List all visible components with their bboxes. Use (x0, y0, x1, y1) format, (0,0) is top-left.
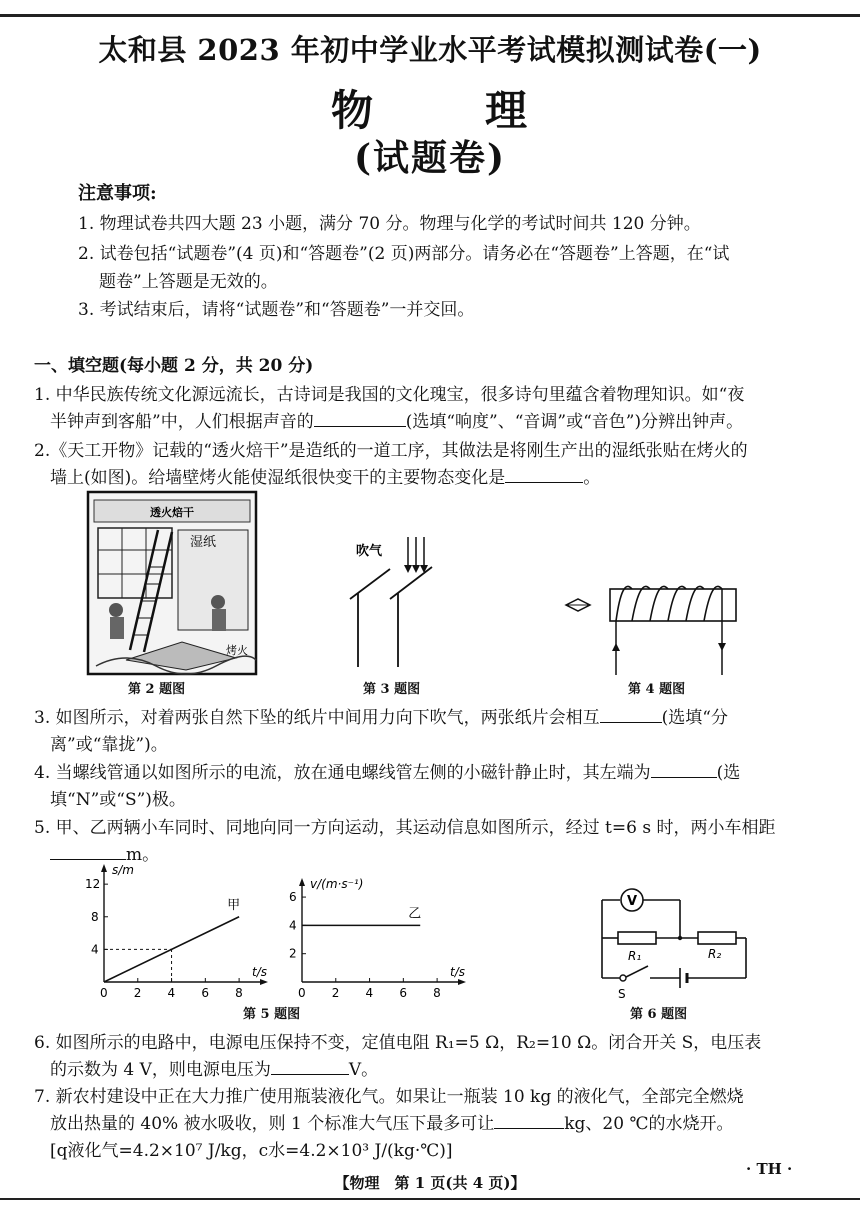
q5-text-after: m。 (126, 845, 160, 865)
x-tick-label: 4 (365, 986, 374, 1000)
section-heading: 一、填空题(每小题 2 分，共 20 分) (34, 356, 314, 376)
x-axis-label: t/s (450, 965, 465, 979)
subject-title (0, 78, 860, 138)
resistor-r1-icon (618, 932, 656, 944)
q5-line-1: 5. 甲、乙两辆小车同时、同地向同一方向运动，其运动信息如图所示，经过 t=6 s 时，两小车相距 (34, 818, 776, 838)
x-tick-label: 6 (201, 986, 209, 1000)
footer-mark: · TH · (746, 1160, 793, 1178)
fig2-banner-text: 透火焙干 (150, 506, 194, 519)
q7-text: 放出热量的 40% 被水吸收，则 1 个标准大气压下最多可让 (50, 1114, 495, 1134)
q4-line-2: 填“N”或“S”)极。 (50, 790, 186, 810)
q7-line-3: [q液化气=4.2×10⁷ J/kg，c水=4.2×10³ J/(kg·℃)] (50, 1141, 453, 1161)
y-axis-label: s/m (112, 863, 134, 877)
notice-item-2-cont: 题卷”上答题是无效的。 (99, 272, 278, 292)
fig3-blow-label: 吹气 (356, 544, 383, 559)
fig4-caption: 第 4 题图 (628, 682, 686, 697)
fig2-wet-paper-label: 湿纸 (190, 535, 217, 550)
fig6-caption: 第 6 题图 (630, 1007, 688, 1022)
x-axis-label: t/s (252, 965, 267, 979)
q7-text-after: kg、20 ℃的水烧开。 (564, 1114, 734, 1134)
x-tick-label: 0 (100, 986, 108, 1000)
x-tick-label: 8 (235, 986, 243, 1000)
q2-line-2 (50, 464, 600, 492)
fig2-caption: 第 2 题图 (128, 682, 186, 697)
fig5-caption: 第 5 题图 (243, 1007, 301, 1022)
y-axis-arrow-icon (101, 864, 107, 872)
q6-text-after: V。 (348, 1060, 379, 1080)
exam-title: 太和县 2023 年初中学业水平考试模拟测试卷(一) (98, 33, 762, 67)
q2-text: 墙上(如图)。给墙壁烤火能使湿纸很快变干的主要物态变化是 (50, 468, 506, 488)
series-label: 甲 (227, 897, 241, 913)
q1-text: 半钟声到客船”中，人们根据声音的 (50, 412, 314, 432)
q3-line-1 (34, 704, 728, 732)
x-tick-label: 8 (433, 986, 441, 1000)
top-rule (0, 14, 860, 17)
q3-text-after: (选填“分 (661, 708, 728, 728)
q6-line-1: 6. 如图所示的电路中，电源电压保持不变，定值电阻 R₁=5 Ω，R₂=10 Ω。闭合开关 S，电压表 (34, 1033, 762, 1053)
subject-char-1: 物 (330, 86, 375, 135)
fig6-circuit-diagram (590, 882, 752, 1002)
q1-answer-blank[interactable] (314, 408, 406, 427)
x-tick-label: 6 (399, 986, 407, 1000)
q2-text-after: 。 (583, 468, 601, 488)
q5-answer-blank[interactable] (50, 841, 126, 860)
fig6-voltmeter-label: V (627, 894, 638, 909)
q6-text: 的示数为 4 V，则电源电压为 (50, 1060, 271, 1080)
q7-line-1: 7. 新农村建设中正在大力推广使用瓶装液化气。如果让一瓶装 10 kg 的液化气，全部完全燃烧 (34, 1087, 744, 1107)
q1-line-1: 1. 中华民族传统文化源远流长，古诗词是我国的文化瑰宝，很多诗句里蕴含着物理知识。如“夜 (34, 385, 745, 405)
y-tick-label: 4 (91, 942, 99, 957)
fig3-caption: 第 3 题图 (363, 682, 421, 697)
q1-line-2 (50, 408, 743, 436)
notice-item-2: 2. 试卷包括“试题卷”(4 页)和“答题卷”(2 页)两部分。请务必在“答题卷”上答题，在“试 (78, 244, 730, 264)
q7-line-2 (50, 1110, 733, 1138)
x-tick-label: 0 (298, 986, 306, 1000)
fig5-motion-graphs (72, 860, 472, 1000)
y-axis-arrow-icon (299, 878, 305, 886)
x-tick-label: 2 (331, 986, 340, 1000)
q3-line-2: 离”或“靠拢”)。 (50, 735, 168, 755)
fig3-paper-sheets (340, 535, 440, 675)
q1-text-after: (选填“响度”、“音调”或“音色”)分辨出钟声。 (405, 412, 744, 432)
q4-line-1 (34, 759, 740, 787)
q7-answer-blank[interactable] (494, 1110, 564, 1129)
q4-answer-blank[interactable] (651, 759, 717, 778)
x-tick-label: 2 (133, 986, 142, 1000)
fig6-switch-label: S (618, 987, 626, 1001)
q4-text: 4. 当螺线管通以如图所示的电流，放在通电螺线管左侧的小磁针静止时，其左端为 (34, 763, 651, 783)
page-footer: 【物理 第 1 页(共 4 页)】 (334, 1174, 526, 1192)
switch-icon (620, 975, 626, 981)
y-tick-label: 2 (289, 946, 297, 961)
q3-text: 3. 如图所示，对着两张自然下坠的纸片中间用力向下吹气，两张纸片会相互 (34, 708, 600, 728)
paper-subtitle: (试题卷) (353, 137, 507, 179)
notice-item-3: 3. 考试结束后，请将“试题卷”和“答题卷”一并交回。 (78, 300, 475, 320)
x-axis-arrow-icon (260, 979, 268, 985)
resistor-r2-icon (698, 932, 736, 944)
fig5-vt-graph (289, 877, 466, 1000)
series-label: 乙 (408, 906, 422, 922)
q6-line-2 (50, 1056, 378, 1084)
y-tick-label: 4 (289, 918, 297, 933)
y-tick-label: 6 (289, 890, 297, 905)
notice-item-1: 1. 物理试卷共四大题 23 小题，满分 70 分。物理与化学的考试时间共 120 分钟。 (78, 214, 701, 234)
fig4-solenoid-diagram (560, 575, 740, 680)
fig6-r2-label: R₂ (708, 947, 722, 961)
fig6-r1-label: R₁ (628, 949, 642, 963)
y-axis-label: v/(m·s⁻¹) (310, 877, 364, 891)
subject-char-2: 理 (485, 86, 530, 135)
notice-heading: 注意事项: (78, 183, 157, 204)
q4-text-after: (选 (716, 763, 741, 783)
q2-line-1: 2.《天工开物》记载的“透火焙干”是造纸的一道工序，其做法是将刚生产出的湿纸张贴在烤火的 (34, 441, 748, 461)
fig2-fire-label: 烤火 (226, 644, 248, 657)
fig5-st-graph (85, 863, 268, 1000)
x-axis-arrow-icon (458, 979, 466, 985)
y-tick-label: 8 (91, 909, 99, 924)
y-tick-label: 12 (85, 877, 101, 892)
q3-answer-blank[interactable] (600, 704, 662, 723)
x-tick-label: 4 (167, 986, 176, 1000)
fig2-woodcut-illustration (86, 490, 258, 676)
bottom-rule (0, 1198, 860, 1200)
q2-answer-blank[interactable] (505, 464, 583, 483)
q6-answer-blank[interactable] (271, 1056, 349, 1075)
